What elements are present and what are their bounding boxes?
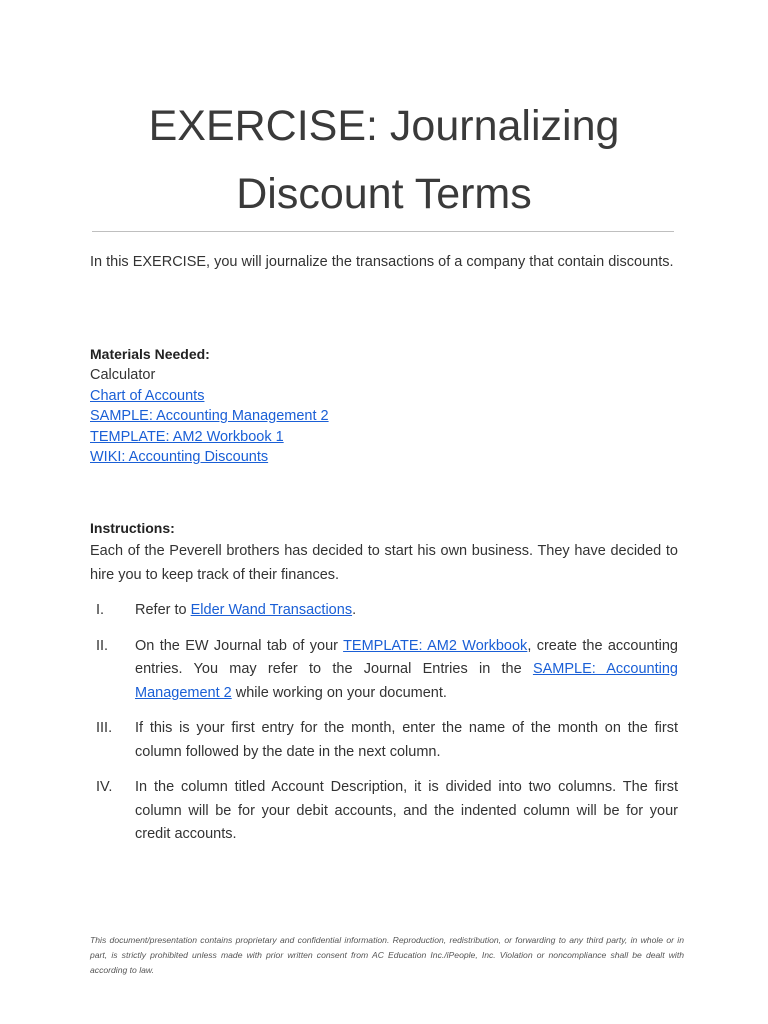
title-line-2: Discount Terms [236, 170, 532, 218]
step-item [90, 776, 678, 847]
material-link-chart-of-accounts[interactable]: Chart of Accounts [90, 387, 205, 404]
link-elder-wand-transactions[interactable]: Elder Wand Transactions [190, 602, 353, 618]
material-link-template-workbook[interactable]: TEMPLATE: AM2 Workbook 1 [90, 428, 284, 445]
step-number: I. [96, 602, 105, 618]
material-link-sample-accounting-management[interactable]: SAMPLE: Accounting Management 2 [90, 408, 329, 424]
title-divider [92, 231, 674, 232]
step-item [90, 635, 678, 706]
instructions-paragraph: Each of the Peverell brothers has decided to start his own business. They have decided to hire you to keep track of their finances. [90, 543, 678, 583]
materials-heading: Materials Needed: [90, 346, 210, 362]
instruction-steps [90, 599, 678, 847]
step-text: In the column titled Account Description, it is divided into two columns. The first column will be for your debit accounts, and the indented column will be for your credit accounts. [135, 779, 678, 842]
step-item [90, 599, 678, 623]
step-number: II. [96, 637, 109, 654]
step-text: Refer to [135, 602, 191, 618]
intro-paragraph: In this EXERCISE, you will journalize the transactions of a company that contain discounts. [90, 254, 674, 270]
step-text: If this is your first entry for the month, enter the name of the month on the first column followed by the date in the next column. [135, 720, 678, 760]
step-text-end: while working on your document. [231, 684, 447, 701]
instructions-section [90, 518, 678, 859]
title-line-1: EXERCISE: Journalizing [148, 102, 620, 150]
material-link-wiki-discounts[interactable]: WIKI: Accounting Discounts [90, 449, 269, 465]
link-sample-accounting-management[interactable]: SAMPLE: Accounting Management 2 [135, 661, 678, 701]
step-number: IV. [96, 779, 113, 795]
step-text: On the EW Journal tab of your [135, 637, 344, 654]
materials-section [90, 344, 678, 468]
instructions-heading: Instructions: [90, 520, 175, 536]
page-title [0, 92, 768, 228]
step-number: III. [96, 720, 113, 736]
confidentiality-footer: This document/presentation contains proprietary and confidential information. Reproduction, redistribution, or forwarding to any third party, in whole or in part, is strictly prohibited unless made with prior written consent from AC Education Inc./iPeople, Inc. Violation or noncompliance shall be dealt with according to law. [90, 935, 684, 975]
step-text-middle: , create the accounting entries. You may refer to the Journal Entries in the [135, 637, 678, 677]
step-text-end: . [352, 602, 357, 618]
material-item-calculator: Calculator [90, 367, 156, 383]
link-template-workbook[interactable]: TEMPLATE: AM2 Workbook [343, 637, 528, 654]
step-item [90, 717, 678, 764]
